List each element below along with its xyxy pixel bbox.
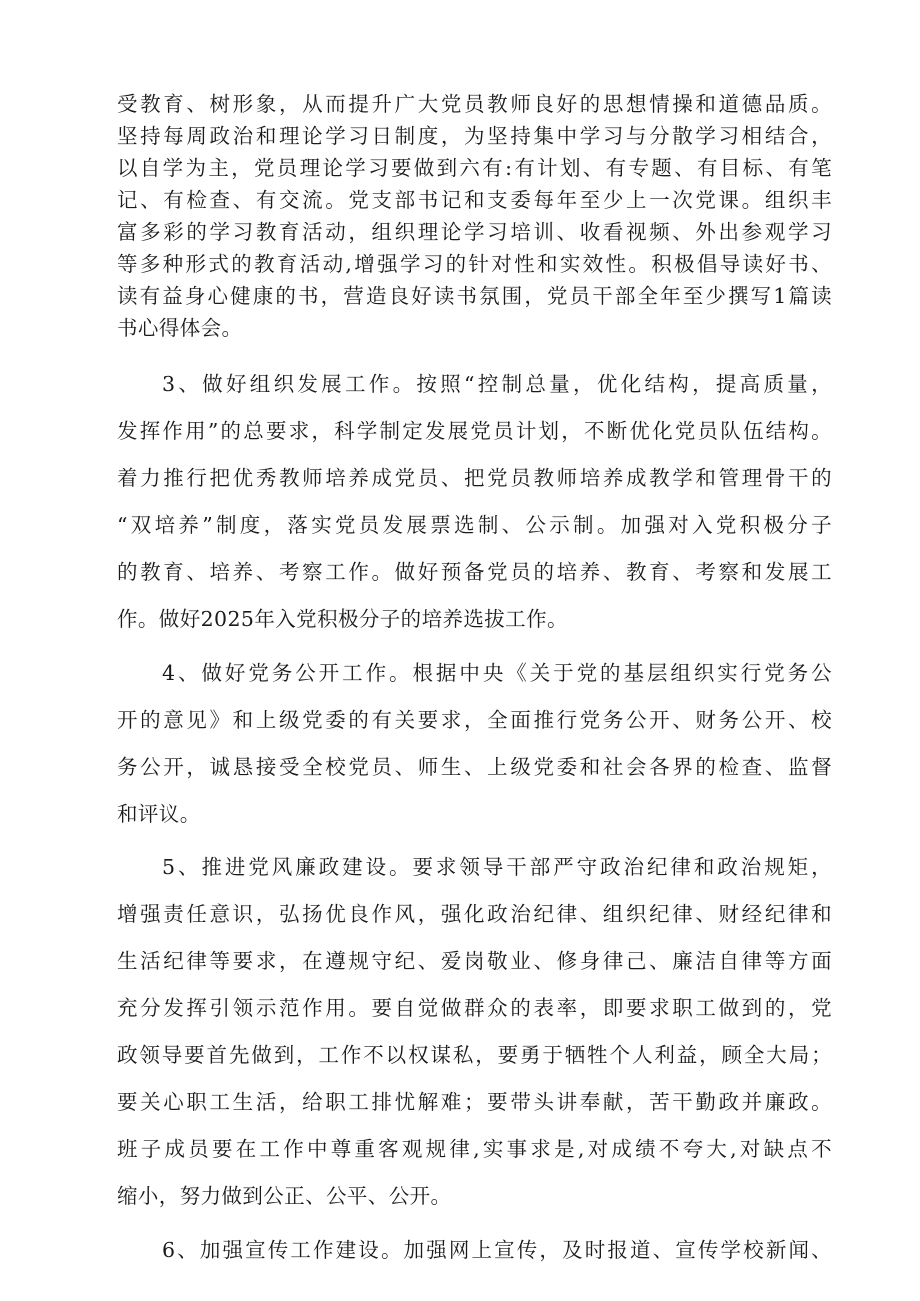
- paragraph-first-line: 3、做好组织发展工作。按照“控制总量，优化结构，提高质量，: [162, 372, 832, 396]
- text-line: 增强责任意识，弘扬优良作风，强化政治纪律、组织纪律、财经纪律和: [117, 902, 832, 926]
- text-line: 以自学为主，党员理论学习要做到六有:有计划、有专题、有目标、有笔: [117, 156, 832, 180]
- text-line: 读有益身心健康的书，营造良好读书氛围，党员干部全年至少撰写1篇读: [117, 284, 832, 308]
- text-line: 班子成员要在工作中尊重客观规律,实事求是,对成绩不夸大,对缺点不: [117, 1137, 832, 1161]
- paragraph-first-line: 5、推进党风廉政建设。要求领导干部严守政治纪律和政治规矩，: [162, 855, 832, 879]
- text-line: 生活纪律等要求，在遵规守纪、爱岗敬业、修身律己、廉洁自律等方面: [117, 949, 832, 973]
- text-line: 受教育、树形象，从而提升广大党员教师良好的思想情操和道德品质。: [117, 92, 832, 116]
- text-line: 等多种形式的教育活动,增强学习的针对性和实效性。积极倡导读好书、: [117, 252, 832, 276]
- paragraph-first-line: 4、做好党务公开工作。根据中央《关于党的基层组织实行党务公: [162, 661, 832, 685]
- text-line: 政领导要首先做到，工作不以权谋私，要勇于牺牲个人利益，顾全大局；: [117, 1043, 832, 1067]
- text-line: 要关心职工生活，给职工排忧解难；要带头讲奉献，苦干勤政并廉政。: [117, 1090, 832, 1114]
- text-line: “双培养”制度，落实党员发展票选制、公示制。加强对入党积极分子: [117, 513, 832, 537]
- text-line: 富多彩的学习教育活动，组织理论学习培训、收看视频、外出参观学习: [117, 220, 832, 244]
- text-line: 和评议。: [117, 802, 201, 826]
- text-line: 充分发挥引领示范作用。要自觉做群众的表率，即要求职工做到的，党: [117, 996, 832, 1020]
- text-line: 坚持每周政治和理论学习日制度，为坚持集中学习与分散学习相结合，: [117, 124, 832, 148]
- text-line: 务公开，诚恳接受全校党员、师生、上级党委和社会各界的检查、监督: [117, 755, 832, 779]
- text-line: 书心得体会。: [117, 316, 243, 340]
- text-line: 记、有检查、有交流。党支部书记和支委每年至少上一次党课。组织丰: [117, 188, 832, 212]
- text-line: 开的意见》和上级党委的有关要求，全面推行党务公开、财务公开、校: [117, 708, 832, 732]
- text-line: 着力推行把优秀教师培养成党员、把党员教师培养成教学和管理骨干的: [117, 466, 832, 490]
- text-line: 的教育、培养、考察工作。做好预备党员的培养、教育、考察和发展工: [117, 560, 832, 584]
- text-line: 缩小，努力做到公正、公平、公开。: [117, 1184, 452, 1208]
- paragraph-first-line: 6、加强宣传工作建设。加强网上宣传，及时报道、宣传学校新闻、: [162, 1238, 832, 1262]
- text-line: 发挥作用”的总要求，科学制定发展党员计划，不断优化党员队伍结构。: [117, 419, 832, 443]
- text-line: 作。做好2025年入党积极分子的培养选拔工作。: [117, 607, 568, 631]
